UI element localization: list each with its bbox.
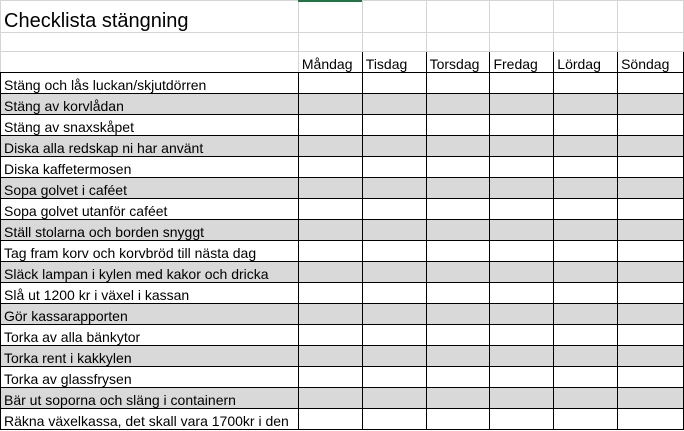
task-label[interactable]: Torka av glassfrysen	[1, 367, 299, 388]
check-cell[interactable]	[554, 136, 618, 157]
day-header-sunday[interactable]: Söndag	[618, 52, 684, 73]
checklist-row	[1, 241, 684, 262]
check-cell[interactable]	[362, 157, 426, 178]
check-cell[interactable]	[426, 94, 490, 115]
check-cell[interactable]	[362, 220, 426, 241]
check-cell[interactable]	[490, 304, 554, 325]
checklist-row	[1, 157, 684, 178]
checklist-row	[1, 409, 684, 430]
check-cell[interactable]	[618, 304, 684, 325]
checklist-row	[1, 367, 684, 388]
check-cell[interactable]	[426, 157, 490, 178]
task-label[interactable]: Gör kassarapporten	[1, 304, 299, 325]
check-cell[interactable]	[490, 325, 554, 346]
check-cell[interactable]	[298, 115, 362, 136]
check-cell[interactable]	[554, 388, 618, 409]
check-cell[interactable]	[554, 73, 618, 94]
check-cell[interactable]	[554, 94, 618, 115]
check-cell[interactable]	[618, 409, 684, 430]
checklist-row	[1, 178, 684, 199]
task-label[interactable]: Diska kaffetermosen	[1, 157, 299, 178]
check-cell[interactable]	[426, 325, 490, 346]
cell[interactable]	[362, 1, 426, 33]
check-cell[interactable]	[298, 157, 362, 178]
check-cell[interactable]	[618, 367, 684, 388]
check-cell[interactable]	[426, 262, 490, 283]
check-cell[interactable]	[426, 409, 490, 430]
check-cell[interactable]	[362, 346, 426, 367]
task-label[interactable]: Bär ut soporna och släng i containern	[1, 388, 299, 409]
check-cell[interactable]	[298, 346, 362, 367]
checklist-row	[1, 220, 684, 241]
check-cell[interactable]	[554, 283, 618, 304]
check-cell[interactable]	[426, 346, 490, 367]
cell[interactable]	[490, 33, 554, 52]
check-cell[interactable]	[490, 157, 554, 178]
check-cell[interactable]	[490, 199, 554, 220]
task-label[interactable]: Sopa golvet utanför caféet	[1, 199, 299, 220]
check-cell[interactable]	[554, 367, 618, 388]
check-cell[interactable]	[426, 136, 490, 157]
sheet-title[interactable]: Checklista stängning	[1, 1, 299, 33]
cell[interactable]	[554, 1, 618, 33]
check-cell[interactable]	[362, 136, 426, 157]
check-cell[interactable]	[554, 241, 618, 262]
check-cell[interactable]	[490, 388, 554, 409]
check-cell[interactable]	[298, 262, 362, 283]
day-header-monday[interactable]: Måndag	[298, 52, 362, 73]
check-cell[interactable]	[490, 241, 554, 262]
check-cell[interactable]	[426, 115, 490, 136]
check-cell[interactable]	[554, 157, 618, 178]
check-cell[interactable]	[618, 157, 684, 178]
check-cell[interactable]	[490, 367, 554, 388]
check-cell[interactable]	[298, 241, 362, 262]
checklist-row	[1, 304, 684, 325]
check-cell[interactable]	[426, 388, 490, 409]
check-cell[interactable]	[490, 73, 554, 94]
checklist-row	[1, 346, 684, 367]
check-cell[interactable]	[490, 283, 554, 304]
task-label[interactable]: Stäng av korvlådan	[1, 94, 299, 115]
check-cell[interactable]	[554, 304, 618, 325]
check-cell[interactable]	[298, 73, 362, 94]
checklist-row	[1, 388, 684, 409]
check-cell[interactable]	[618, 388, 684, 409]
check-cell[interactable]	[554, 346, 618, 367]
task-label[interactable]: Sopa golvet i caféet	[1, 178, 299, 199]
cell[interactable]	[1, 52, 299, 73]
task-label[interactable]: Stäng av snaxskåpet	[1, 115, 299, 136]
check-cell[interactable]	[490, 94, 554, 115]
check-cell[interactable]	[618, 241, 684, 262]
day-header-tuesday[interactable]: Tisdag	[362, 52, 426, 73]
check-cell[interactable]	[618, 262, 684, 283]
cell[interactable]	[426, 33, 490, 52]
check-cell[interactable]	[554, 262, 618, 283]
cell[interactable]	[618, 1, 684, 33]
cell[interactable]	[490, 1, 554, 33]
check-cell[interactable]	[362, 241, 426, 262]
check-cell[interactable]	[362, 325, 426, 346]
check-cell[interactable]	[362, 94, 426, 115]
check-cell[interactable]	[554, 409, 618, 430]
cell[interactable]	[298, 1, 362, 33]
check-cell[interactable]	[362, 388, 426, 409]
check-cell[interactable]	[618, 325, 684, 346]
check-cell[interactable]	[426, 367, 490, 388]
check-cell[interactable]	[298, 199, 362, 220]
check-cell[interactable]	[298, 325, 362, 346]
task-label[interactable]: Torka rent i kakkylen	[1, 346, 299, 367]
check-cell[interactable]	[554, 178, 618, 199]
check-cell[interactable]	[362, 199, 426, 220]
cell[interactable]	[362, 33, 426, 52]
day-header-friday[interactable]: Fredag	[490, 52, 554, 73]
check-cell[interactable]	[298, 94, 362, 115]
task-label[interactable]: Tag fram korv och korvbröd till nästa dag	[1, 241, 299, 262]
check-cell[interactable]	[362, 73, 426, 94]
check-cell[interactable]	[490, 346, 554, 367]
check-cell[interactable]	[362, 178, 426, 199]
checklist-row	[1, 136, 684, 157]
check-cell[interactable]	[426, 199, 490, 220]
task-label[interactable]: Ställ stolarna och borden snyggt	[1, 220, 299, 241]
check-cell[interactable]	[362, 262, 426, 283]
check-cell[interactable]	[362, 409, 426, 430]
check-cell[interactable]	[426, 241, 490, 262]
check-cell[interactable]	[618, 220, 684, 241]
check-cell[interactable]	[490, 220, 554, 241]
check-cell[interactable]	[554, 199, 618, 220]
check-cell[interactable]	[298, 304, 362, 325]
check-cell[interactable]	[426, 178, 490, 199]
checklist-row	[1, 115, 684, 136]
check-cell[interactable]	[298, 388, 362, 409]
cell[interactable]	[298, 33, 362, 52]
day-header-saturday[interactable]: Lördag	[554, 52, 618, 73]
check-cell[interactable]	[618, 136, 684, 157]
check-cell[interactable]	[618, 199, 684, 220]
check-cell[interactable]	[362, 367, 426, 388]
check-cell[interactable]	[618, 94, 684, 115]
check-cell[interactable]	[362, 115, 426, 136]
check-cell[interactable]	[298, 220, 362, 241]
task-label[interactable]: Stäng och lås luckan/skjutdörren	[1, 73, 299, 94]
task-label[interactable]: Räkna växelkassa, det skall vara 1700kr i den	[1, 409, 299, 430]
checklist-row	[1, 73, 684, 94]
check-cell[interactable]	[618, 115, 684, 136]
checklist-row	[1, 199, 684, 220]
check-cell[interactable]	[554, 115, 618, 136]
cell-selection-indicator	[298, 0, 362, 2]
check-cell[interactable]	[362, 283, 426, 304]
cell[interactable]	[426, 1, 490, 33]
check-cell[interactable]	[490, 178, 554, 199]
check-cell[interactable]	[298, 283, 362, 304]
check-cell[interactable]	[618, 346, 684, 367]
check-cell[interactable]	[490, 115, 554, 136]
check-cell[interactable]	[490, 136, 554, 157]
check-cell[interactable]	[618, 178, 684, 199]
check-cell[interactable]	[298, 367, 362, 388]
check-cell[interactable]	[554, 325, 618, 346]
checklist-row	[1, 325, 684, 346]
check-cell[interactable]	[426, 304, 490, 325]
task-label[interactable]: Diska alla redskap ni har använt	[1, 136, 299, 157]
checklist-row	[1, 94, 684, 115]
check-cell[interactable]	[426, 283, 490, 304]
check-cell[interactable]	[490, 262, 554, 283]
check-cell[interactable]	[618, 73, 684, 94]
cell[interactable]	[618, 33, 684, 52]
task-label[interactable]: Slå ut 1200 kr i växel i kassan	[1, 283, 299, 304]
check-cell[interactable]	[554, 220, 618, 241]
cell[interactable]	[1, 33, 299, 52]
cell[interactable]	[554, 33, 618, 52]
check-cell[interactable]	[298, 136, 362, 157]
task-label[interactable]: Släck lampan i kylen med kakor och dricka	[1, 262, 299, 283]
check-cell[interactable]	[618, 283, 684, 304]
check-cell[interactable]	[298, 409, 362, 430]
task-label[interactable]: Torka av alla bänkytor	[1, 325, 299, 346]
check-cell[interactable]	[426, 73, 490, 94]
check-cell[interactable]	[298, 178, 362, 199]
check-cell[interactable]	[362, 304, 426, 325]
check-cell[interactable]	[490, 409, 554, 430]
checklist-row	[1, 262, 684, 283]
check-cell[interactable]	[426, 220, 490, 241]
checklist-row	[1, 283, 684, 304]
day-header-thursday[interactable]: Torsdag	[426, 52, 490, 73]
